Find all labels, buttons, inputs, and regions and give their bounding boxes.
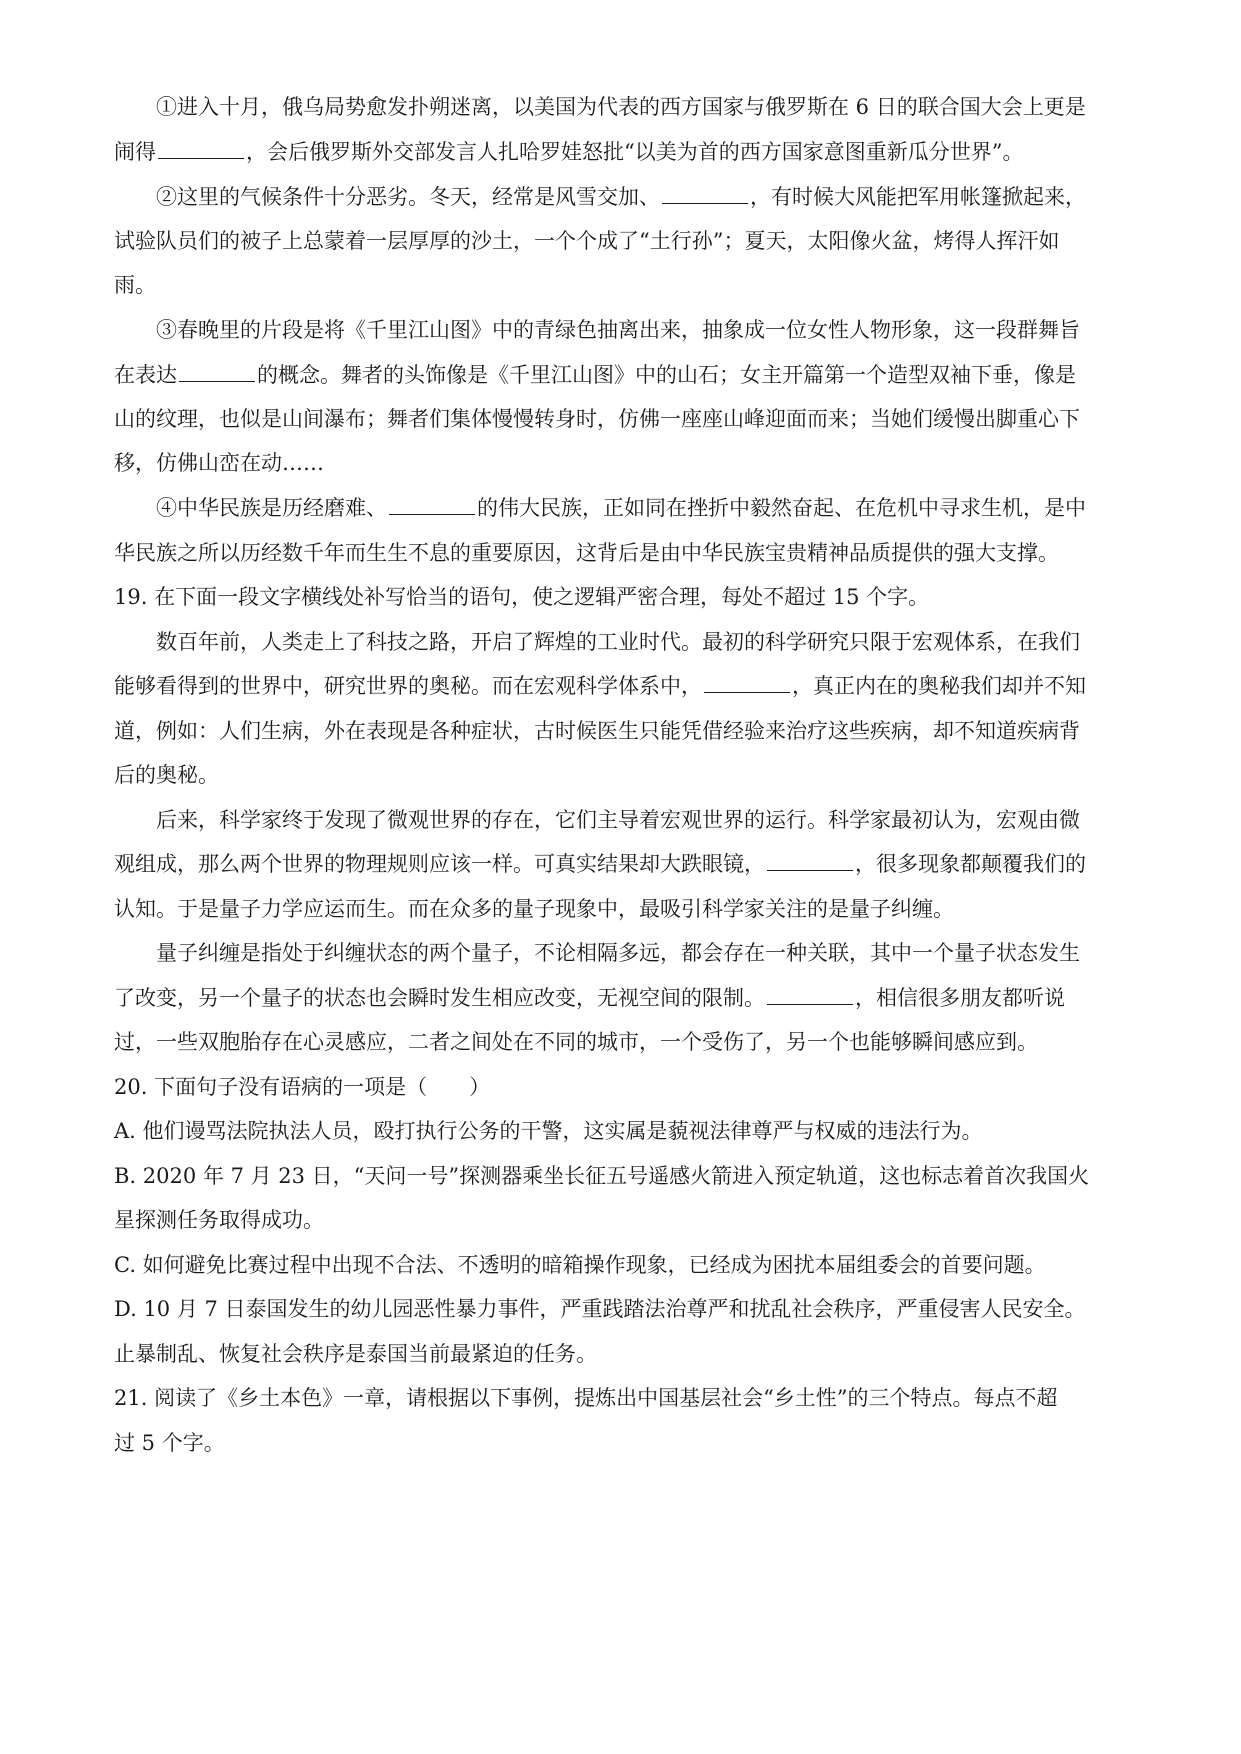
paragraph-3-line-1: ③春晚里的片段是将《千里江山图》中的青绿色抽离出来，抽象成一位女性人物形象，这一段群舞旨 (156, 318, 1080, 342)
option-d-line-2[interactable]: 止暴制乱、恢复社会秩序是泰国当前最紧迫的任务。 (114, 1342, 597, 1366)
q19-paragraph-1-line-2: 能够看得到的世界中，研究世界的奥秘。而在宏观科学体系中， ，真正内在的奥秘我们却并不知 (114, 674, 1086, 698)
option-a[interactable]: A. 他们谩骂法院执法人员，殴打执行公务的干警，这实属是藐视法律尊严与权威的违法行为。 (114, 1119, 983, 1143)
q19-paragraph-3-line-2: 了改变，另一个量子的状态也会瞬时发生相应改变，无视空间的限制。 ，相信很多朋友都听说 (114, 986, 1065, 1010)
paragraph-3-line-4: 移，仿佛山峦在动…… (114, 451, 324, 475)
answer-blank[interactable] (158, 138, 244, 159)
paragraph-3-line-3: 山的纹理，也似是山间瀑布；舞者们集体慢慢转身时，仿佛一座座山峰迎面而来；当她们缓慢出脚重心下 (114, 407, 1080, 431)
q19-paragraph-3-line-3: 过，一些双胞胎存在心灵感应，二者之间处在不同的城市，一个受伤了，另一个也能够瞬间感应到。 (114, 1030, 1038, 1054)
q19-paragraph-1-line-3: 道，例如：人们生病，外在表现是各种症状，古时候医生只能凭借经验来治疗这些疾病，却不知道疾病背 (114, 719, 1080, 743)
answer-blank[interactable] (179, 361, 255, 382)
answer-blank[interactable] (389, 494, 475, 515)
paragraph-2-line-1: ②这里的气候条件十分恶劣。冬天，经常是风雪交加、 ，有时候大风能把军用帐篷掀起来， (156, 185, 1086, 209)
answer-blank[interactable] (662, 183, 748, 204)
question-21-prompt-line-1: 21. 阅读了《乡土本色》一章，请根据以下事例，提炼出中国基层社会“乡土性”的三个特点。每点不超 (114, 1386, 1058, 1410)
paragraph-4-line-1: ④中华民族是历经磨难、 的伟大民族，正如同在挫折中毅然奋起、在危机中寻求生机，是中 (156, 496, 1086, 520)
answer-blank[interactable] (767, 850, 853, 871)
q19-paragraph-2-line-3: 认知。于是量子力学应运而生。而在众多的量子现象中，最吸引科学家关注的是量子纠缠。 (114, 897, 954, 921)
paragraph-1-line-2: 闹得 ，会后俄罗斯外交部发言人扎哈罗娃怒批“以美为首的西方国家意图重新瓜分世界”。 (114, 140, 1024, 164)
q19-paragraph-3-line-1: 量子纠缠是指处于纠缠状态的两个量子，不论相隔多远，都会存在一种关联，其中一个量子状态发生 (156, 941, 1080, 965)
question-20-prompt: 20. 下面句子没有语病的一项是（ ） (114, 1075, 491, 1099)
option-b-line-1[interactable]: B. 2020 年 7 月 23 日，“天问一号”探测器乘坐长征五号遥感火箭进入预定轨道，这也标志着首次我国火 (114, 1164, 1090, 1188)
paragraph-4-line-2: 华民族之所以历经数千年而生生不息的重要原因，这背后是由中华民族宝贵精神品质提供的强大支撑。 (114, 541, 1059, 565)
answer-blank[interactable] (704, 672, 790, 693)
paragraph-1-line-1: ①进入十月，俄乌局势愈发扑朔迷离，以美国为代表的西方国家与俄罗斯在 6 日的联合国大会上更是 (156, 95, 1086, 119)
paragraph-2-line-3: 雨。 (114, 273, 156, 297)
option-c[interactable]: C. 如何避免比赛过程中出现不合法、不透明的暗箱操作现象，已经成为困扰本届组委会的首要问题。 (114, 1253, 1046, 1277)
paragraph-2-line-2: 试验队员们的被子上总蒙着一层厚厚的沙土，一个个成了“土行孙”；夏天，太阳像火盆，烤得人挥汗如 (114, 229, 1060, 253)
q19-paragraph-2-line-1: 后来，科学家终于发现了微观世界的存在，它们主导着宏观世界的运行。科学家最初认为，宏观由微 (156, 808, 1080, 832)
option-b-line-2[interactable]: 星探测任务取得成功。 (114, 1208, 324, 1232)
q19-paragraph-2-line-2: 观组成，那么两个世界的物理规则应该一样。可真实结果却大跌眼镜， ，很多现象都颠覆我们的 (114, 852, 1086, 876)
question-19-prompt: 19. 在下面一段文字横线处补写恰当的语句，使之逻辑严密合理，每处不超过 15 个字。 (114, 585, 930, 609)
question-21-prompt-line-2: 过 5 个字。 (114, 1431, 225, 1455)
paragraph-3-line-2: 在表达 的概念。舞者的头饰像是《千里江山图》中的山石；女主开篇第一个造型双袖下垂，像是 (114, 363, 1076, 387)
option-d-line-1[interactable]: D. 10 月 7 日泰国发生的幼儿园恶性暴力事件，严重践踏法治尊严和扰乱社会秩序，严重侵害人民安全。 (114, 1297, 1086, 1321)
answer-blank[interactable] (767, 984, 853, 1005)
q19-paragraph-1-line-4: 后的奥秘。 (114, 763, 219, 787)
q19-paragraph-1-line-1: 数百年前，人类走上了科技之路，开启了辉煌的工业时代。最初的科学研究只限于宏观体系，在我们 (156, 630, 1080, 654)
